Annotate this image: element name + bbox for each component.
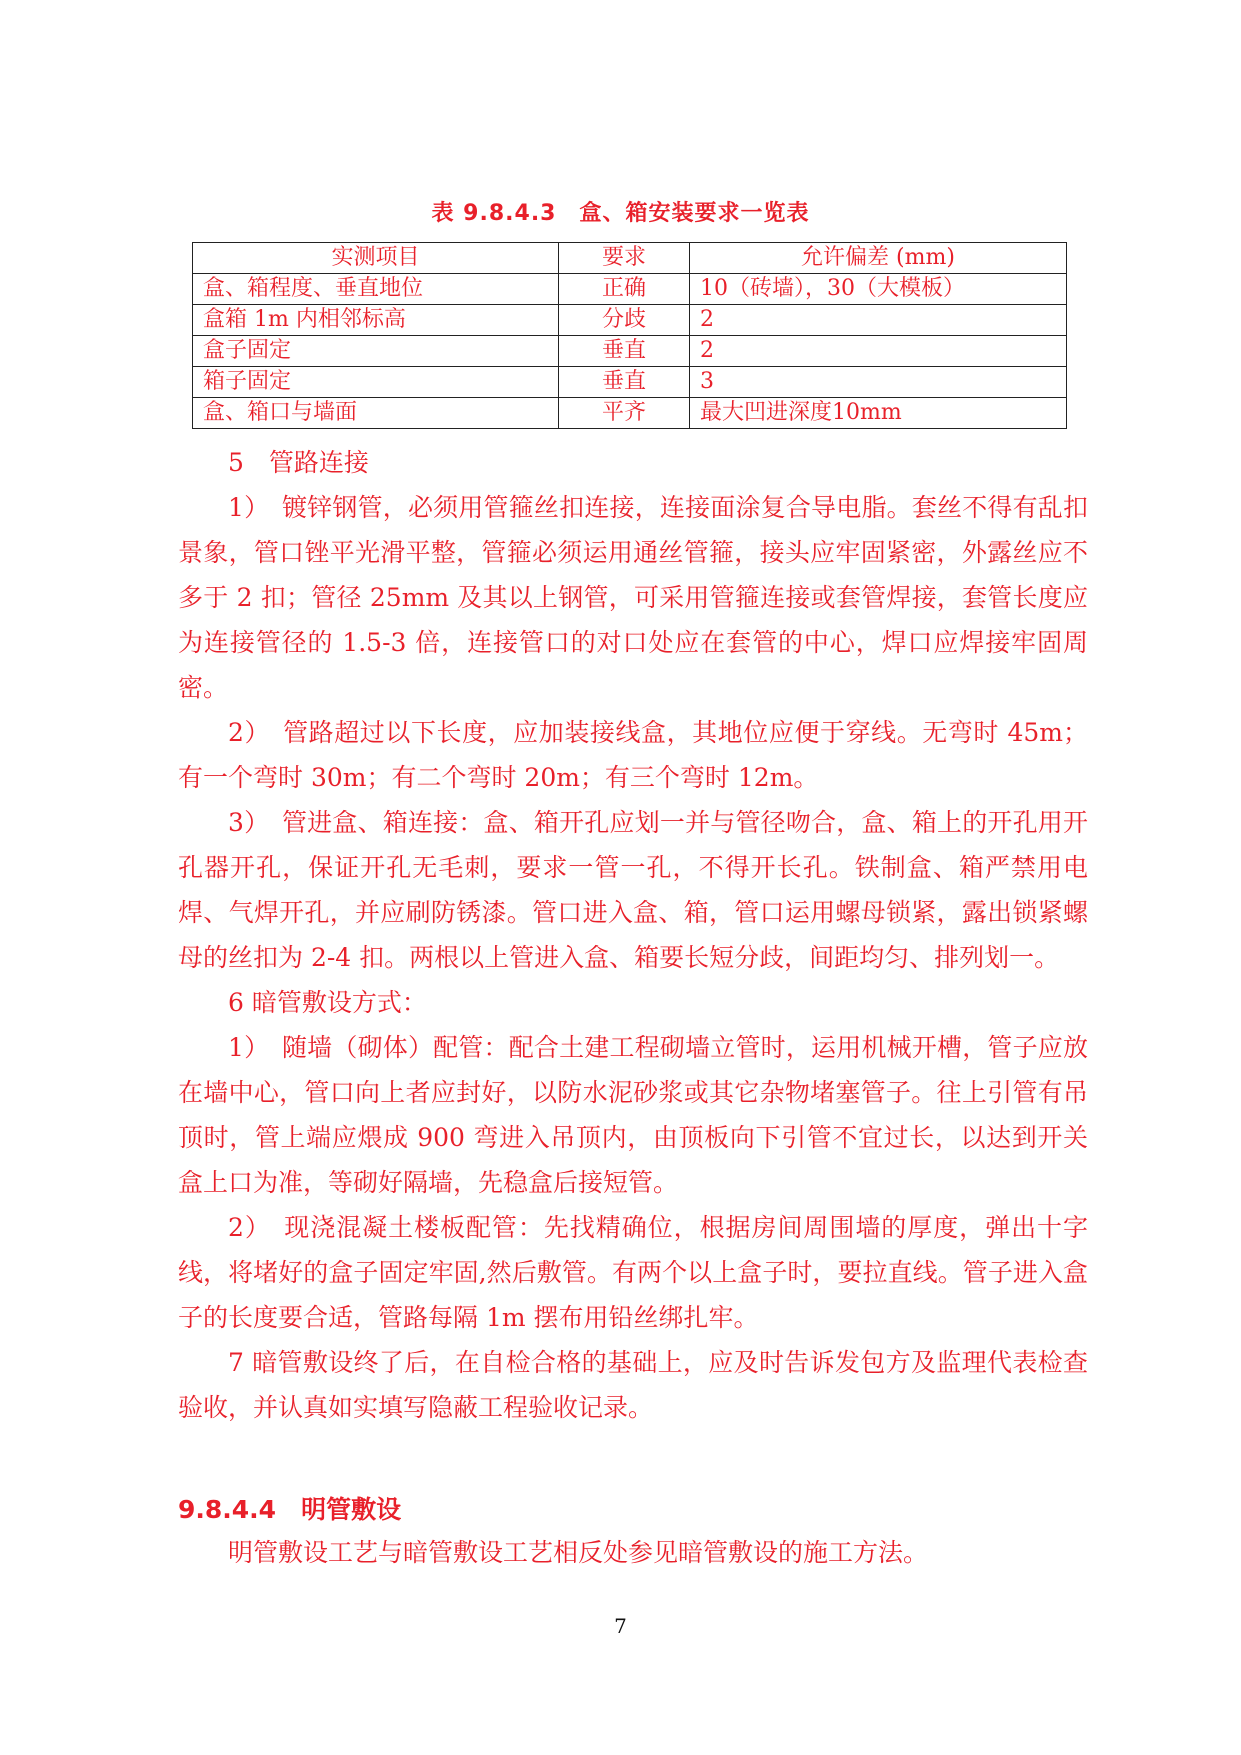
section-heading: 9.8.4.4 明管敷设 [178,1495,402,1524]
table-cell: 平齐 [559,398,690,429]
table-cell: 2 [690,336,1067,367]
installation-requirements-table [192,242,1067,429]
table-row [193,398,1067,429]
table-cell: 10（砖墙），30（大模板） [690,274,1067,305]
paragraph: 明管敷设工艺与暗管敷设工艺相反处参见暗管敷设的施工方法。 [228,1538,929,1567]
paragraph: 2） 管路超过以下长度，应加装接线盒，其地位应便于穿线。无弯时 45m；有一个弯时 30m；有二个弯时 20m；有三个弯时 12m。 [178,718,1088,792]
table-cell: 最大凹进深度10mm [690,398,1067,429]
header-cell: 允许偏差 (mm) [690,243,1067,274]
table-row [193,274,1067,305]
header-cell: 实测项目 [193,243,559,274]
table-cell: 盒箱 1m 内相邻标高 [193,305,559,336]
table-cell: 箱子固定 [193,367,559,398]
paragraph-pipe-connection-heading: 5 管路连接 [228,448,369,477]
table-cell: 分歧 [559,305,690,336]
paragraph: 1） 随墙（砌体）配管：配合土建工程砌墙立管时，运用机械开槽，管子应放在墙中心，管口向上者应封好，以防水泥砂浆或其它杂物堵塞管子。往上引管有吊顶时，管上端应煨成 900 弯进入吊顶内，由顶板向下引管不宜过长，以达到开关盒上口为准，等砌好隔墙，先稳盒后接短管。 [178,1033,1088,1197]
paragraph: 1） 镀锌钢管，必须用管箍丝扣连接，连接面涂复合导电脂。套丝不得有乱扣景象，管口锉平光滑平整，管箍必须运用通丝管箍，接头应牢固紧密，外露丝应不多于 2 扣；管径 25mm 及其以上钢管，可采用管箍连接或套管焊接，套管长度应为连接管径的 1.5-3 倍，连接管口的对口处应在套管的中心，焊口应焊接牢固周密。 [178,493,1088,702]
paragraph: 3） 管进盒、箱连接：盒、箱开孔应划一并与管径吻合，盒、箱上的开孔用开孔器开孔，保证开孔无毛刺，要求一管一孔，不得开长孔。铁制盒、箱严禁用电焊、气焊开孔，并应刷防锈漆。管口进入盒、箱，管口运用螺母锁紧，露出锁紧螺母的丝扣为 2-4 扣。两根以上管进入盒、箱要长短分歧，间距均匀、排列划一。 [178,808,1088,972]
table-cell: 正确 [559,274,690,305]
table-cell: 盒、箱程度、垂直地位 [193,274,559,305]
table-cell: 3 [690,367,1067,398]
table-cell: 盒子固定 [193,336,559,367]
table-cell: 垂直 [559,336,690,367]
section-body [178,1530,1088,1575]
page-number: 7 [614,1614,627,1638]
paragraph: 7 暗管敷设终了后，在自检合格的基础上，应及时告诉发包方及监理代表检查验收，并认真如实填写隐蔽工程验收记录。 [178,1348,1088,1422]
paragraph: 2） 现浇混凝土楼板配管：先找精确位，根据房间周围墙的厚度，弹出十字线，将堵好的盒子固定牢固,然后敷管。有两个以上盒子时，要拉直线。管子进入盒子的长度要合适，管路每隔 1m 摆布用铅丝绑扎牢。 [178,1213,1088,1332]
header-cell: 要求 [559,243,690,274]
table-cell: 2 [690,305,1067,336]
body-text [178,440,1088,1430]
table-cell: 盒、箱口与墙面 [193,398,559,429]
table-header-row [193,243,1067,274]
table-row [193,336,1067,367]
table-cell: 垂直 [559,367,690,398]
table-row [193,305,1067,336]
table-row [193,367,1067,398]
paragraph-concealed-pipe-heading: 6 暗管敷设方式： [228,988,427,1017]
table-caption: 表 9.8.4.3 盒、箱安装要求一览表 [431,201,810,226]
